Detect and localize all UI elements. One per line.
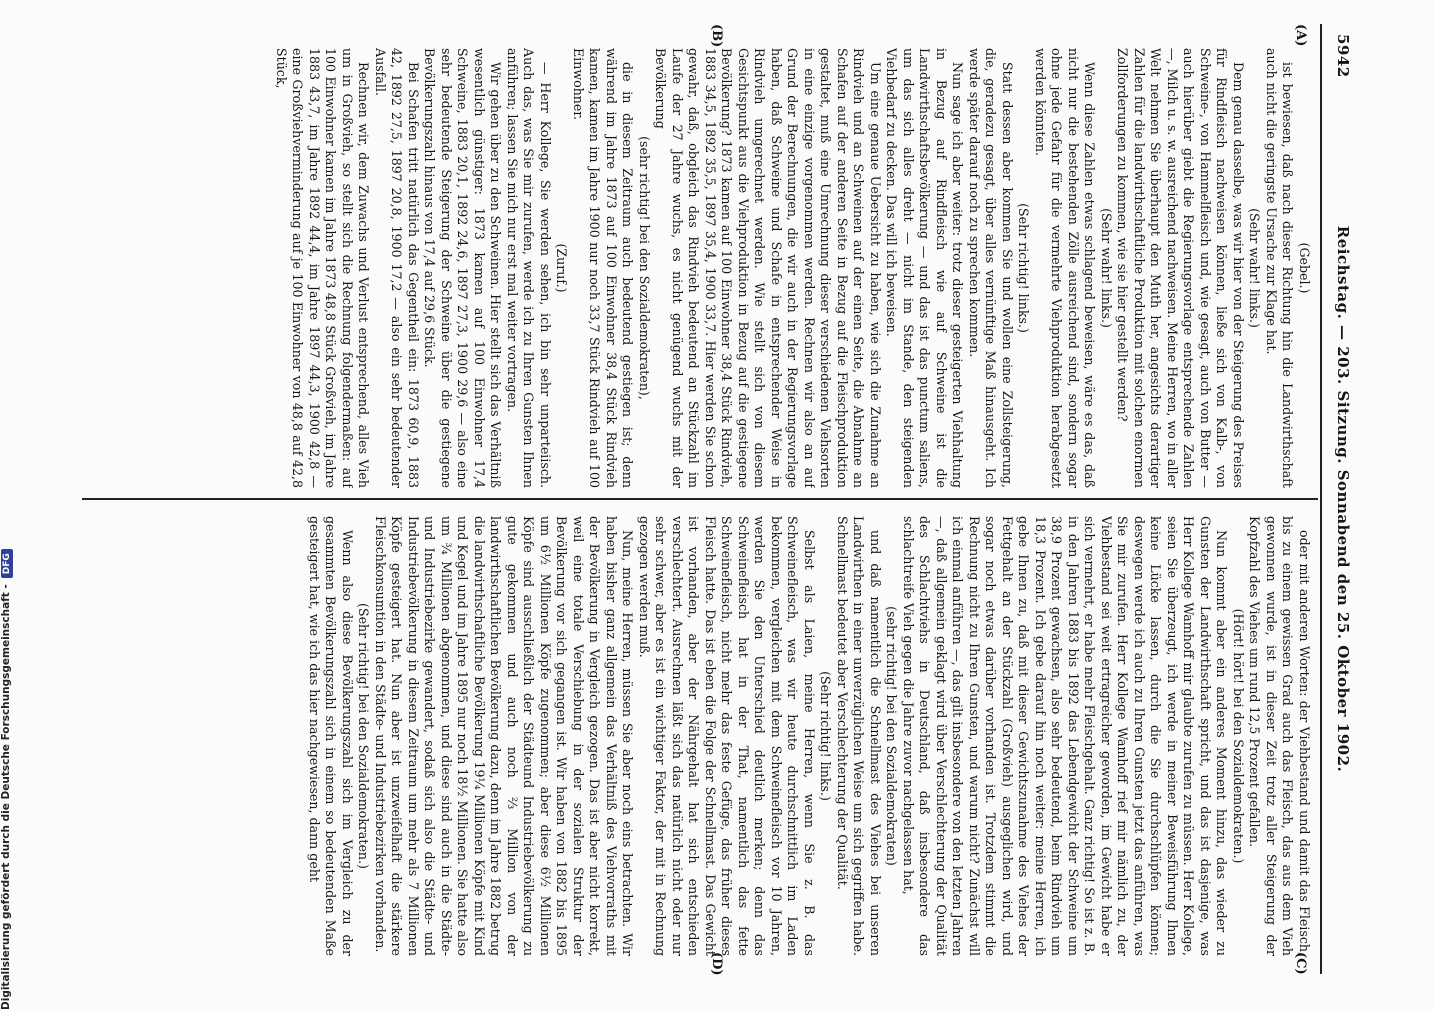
paragraph: Um eine genaue Uebersicht zu haben, wie sich die Zunahme an Rindvieh und an Schweinen auf der einen Seite, die Abnahme an Schafen auf der anderen Seite in Bezug auf die Fleischproduktion gestaltet, muß eine Umrechnung dieser verschiedenen Viehsorten in eine einzige vorgenommen werden. Rechnen wir also an auf Grund der Berechnungen, die wir auch in der Regierungsvorlage haben, daß Schweine und Schafe in entsprechender Weise in Rindvieh umgerechnet werden. Wie stellt sich von diesem Gesichtspunkt aus die Viehproduktion in Bezug auf die gestiegene Bevölkerung? 1873 kamen auf 100 Einwohner 38,4 Stück Rindvieh, 1883 34,5, 1892 35,5, 1897 35,4, 1900 33,7. Hier werden Sie schon gewahr, daß, obgleich das Rindvieh bedeutend an Stückzahl im Laufe der 27 Jahre wuchs, es nicht genügend wuchs mit der Bevölkerung <box>653 48 883 488</box>
paragraph: Nun sage ich aber weiter: trotz dieser gesteigerten Viehhaltung in Bezug auf Rindfleisch wie auf Schweine ist die Landwirthschaftsbevölkerung — und das ist das punctum saliens, um das sich alles dreht — nicht im Stande, den steigenden Viehbedarf zu decken. Das will ich beweisen. <box>884 48 966 488</box>
left-column <box>87 48 1312 488</box>
paragraph: oder mit anderen Worten: der Viehbestand und damit das Fleisch, bis zu einem gewissen Grad auch das Fleisch, das aus dem Vieh gewonnen wurde, ist in dieser Zeit trotz aller Steigerung der Kopfzahl des Viehes um rund 12,5 Prozent gefallen. <box>1247 516 1312 956</box>
page-number: 5942 <box>1334 34 1352 78</box>
interjection: (Sehr wahr! links.) <box>1247 208 1263 328</box>
paragraph: — Herr Kollege, Sie werden sehen, ich bin sehr unparteiisch. Auch das, was Sie mir zurufen, werde ich zu Ihren Gunsten Ihnen anführen; lassen Sie mich nur erst mal weiter vortragen. <box>505 48 553 488</box>
interjection: (Sehr richtig! bei den Sozialdemokraten.) <box>356 603 372 869</box>
interjection: (Zuruf.) <box>554 243 570 293</box>
footer-credit <box>0 10 18 1010</box>
column-divider <box>82 498 1318 500</box>
paragraph: Wenn also diese Bevölkerungszahl sich im Vergleich zu der gesammten Bevölkerungszahl sich in einem so bedeutenden Maße gesteigert hat, wie ich das hier nachgewiesen, dann geht <box>307 516 355 956</box>
margin-marker-c: (C) <box>1293 952 1308 975</box>
page-title: Reichstag. — 203. Sitzung. Sonnabend den 25. Oktober 1902. <box>1334 225 1352 773</box>
header-rule <box>1320 24 1322 974</box>
margin-marker-d: (D) <box>709 952 724 976</box>
margin-marker-b: (B) <box>709 24 724 48</box>
paragraph: Dem genau dasselbe, was wir hier von der Steigerung des Preises für Rindfleisch nachweisen können, ließe sich von Kalb-, von Schweine-, von Hammelfleisch und, wie gesagt, auch von Butter — auch hierüber giebt die Regierungsvorlage entsprechende Zahlen —, Milch u. s. w. ausreichend nachweisen. Meine Herren, wo in aller Welt nehmen Sie überhaupt den Muth her, angesichts derartiger Zahlen für die landwirthschaftliche Produktion mit solchen enormen Zollforderungen zu kommen, wie sie hier gestellt werden? <box>1115 48 1246 488</box>
paragraph: und daß namentlich die Schnellmast des Viehes bei unseren Landwirthen in einer unverzüglichen Weise um sich gegriffen habe. Schnellmast bedeutet aber Verschlechterung der Qualität. <box>835 516 883 956</box>
paragraph: Nun kommt aber ein anderes Moment hinzu, das wieder zu Gunsten der Landwirthschaft spricht, und das ist dasjenige, was Herr Kollege Wamhoff mir glaubte zurufen zu müssen. Herr Kollege, seien Sie überzeugt, ich werde in meiner Beweisführung Ihnen keine Lücke lassen, durch die Sie durchschlüpfen können; deswegen werde ich auch zu Ihren Gunsten jetzt das anführen, was Sie mir zurufen. Herr Kollege Wamhoff rief mir nämlich zu, der Viehbestand sei weit ertragreicher geworden, im Gewicht habe er sich vermehrt, er habe mehr Fleischgehalt. Ganz richtig! So ist z. B. in den Jahren 1883 bis 1892 das Lebendgewicht der Schweine um 38,9 Prozent gewachsen, also sehr bedeutend, beim Rindvieh um 18,3 Prozent. Ich gebe darauf hin noch weiter: meine Herren, ich gebe Ihnen zu, daß mit dieser Gewichtszunahme des Viehes der Fettgehalt an der Stückzahl (Großvieh) ausgeglichen wird, und sogar noch etwas darüber vorhanden ist. Trotzdem stimmt die Rechnung nicht zu Ihren Gunsten, und warum nicht? Zunächst will ich einmal anführen —, das gilt insbesondere von den letzten Jahren —, daß allgemein geklagt wird über Verschlechterung der Qualität des Schlachtviehs in Deutschland, daß insbesondere das schlachtreife Vieh gegen die Jahre zuvor nachgelassen hat, <box>901 516 1230 956</box>
speaker-name: (Gebel.) <box>1297 242 1312 294</box>
paragraph: ist bewiesen, daß nach dieser Richtung hin die Landwirthschaft auch nicht die geringste Ursache zur Klage hat. <box>1264 48 1296 488</box>
paragraph: die in diesem Zeitraum auch bedeutend gestiegen ist; denn während im Jahre 1873 auf 100 Einwohner 38,4 Stück Rindvieh kamen, kamen im Jahre 1900 nur noch 33,7 Stück Rindvieh auf 100 Einwohner. <box>571 48 636 488</box>
paragraph: Statt dessen aber kommen Sie und wollen eine Zollsteigerung, die, geradezu gesagt, über alles vernünftige Maß hinausgeht. Ich werde später darauf noch zu sprechen kommen. <box>967 48 1015 488</box>
document-page <box>70 24 1360 974</box>
interjection: (Sehr richtig! links.) <box>818 671 834 801</box>
paragraph: Wir gehen über zu den Schweinen. Hier stellt sich das Verhältniß wesentlich günstiger: 1873 kamen auf 100 Einwohner 17,4 Schweine, 1883 20,1, 1892 24,6, 1897 27,3, 1900 29,6 — also eine sehr bedeutende Steigerung der Schweine über die gestiegene Bevölkerungszahl hinaus von 17,4 auf 29,6 Stück. <box>422 48 504 488</box>
interjection: (sehr richtig! bei den Sozialdemokraten), <box>637 136 652 400</box>
footer-text: Digitalisierung gefördert durch die Deutsche Forschungsgemeinschaft - <box>0 584 12 1010</box>
page-header <box>1326 34 1360 964</box>
dfg-logo: DFG <box>1 549 13 578</box>
paragraph: Rechnen wir, dem Zuwachs und Verlust entsprechend, alles Vieh um in Großvieh, so stellt sich die Rechnung folgendermaßen: auf 100 Einwohner kamen im Jahre 1873 48,8 Stück Großvieh, im Jahre 1883 43,7, im Jahre 1892 44,4, im Jahre 1897 44,3, 1900 42,8 — eine Großviehverminderung auf je 100 Einwohner von 48,8 auf 42,8 Stück, <box>274 48 372 488</box>
right-column <box>87 516 1312 956</box>
margin-marker-a: (A) <box>1293 24 1308 47</box>
paragraph: Nun, meine Herren, müssen Sie aber noch eins betrachten. Wir haben bisher ganz allgemein das Verhältniß des Viehvorraths mit der Bevölkerung in Vergleich gezogen. Das ist aber nicht korrekt, weil eine totale Verschiebung in der sozialen Struktur der Bevölkerung vor sich gegangen ist. Wir haben von 1882 bis 1895 um 6½ Millionen Köpfe zugenommen; aber diese 6½ Millionen Köpfe sind ausschließlich der Städteund Industriebevölkerung zu gute gekommen und auch noch ⅔ Million von der landwirthschaftlichen Bevölkerung dazu, denn im Jahre 1882 betrug die landwirthschaftliche Bevölkerung 19¼ Millionen Köpfe mit Kind und Kegel und im Jahre 1895 nur noch 18½ Millionen. Sie hatte also um ¾ Millionen abgenommen, und diese sind auch in die Städte- und Industriebezirke gewandert, sodaß sich also die Städte- und Industriebevölkerung in diesem Zeitraum um mehr als 7 Millionen Köpfe gesteigert hat. Nun aber ist unzweifelhaft die stärkere Fleischkonsumtion in den Städte- und Industriebezirken vorhanden. <box>373 516 636 956</box>
interjection: (Sehr richtig! links.) <box>1016 203 1032 333</box>
paragraph: Bei Schafen tritt natürlich das Gegentheil ein: 1873 60,9, 1883 42, 1892 27,5, 1897 20,8, 1900 17,2 — also ein sehr bedeutender Ausfall. <box>373 48 421 488</box>
paragraph: Wenn diese Zahlen etwas schlagend beweisen, wäre es das, daß nicht nur die bestehenden Zölle ausreichend sind, sondern sogar ohne jede Gefahr für die vermehrte Viehproduktion herabgesetzt werden könnten. <box>1033 48 1098 488</box>
interjection: (Hört! hört! bei den Sozialdemokraten.) <box>1231 608 1246 864</box>
interjection: (Sehr wahr! links.) <box>1099 208 1114 328</box>
interjection: (sehr richtig! bei den Sozialdemokraten) <box>884 606 900 866</box>
paragraph: Selbst als Laien, meine Herren, wenn Sie z. B. das Schweinefleisch, was wir heute durchschnittlich im Laden bekommen, vergleichen mit dem Schweinefleisch vor 10 Jahren, werden Sie den Unterschied deutlich merken; denn das Schweinefleisch hat in der That, namentlich das fette Schweinefleisch, nicht mehr das feste Gefüge, das früher dieses Fleisch hatte. Das ist eben die Folge der Schnellmast. Das Gewicht ist vorhanden, aber der Nährgehalt hat sich entschieden verschlechtert. Ausrechnen läßt sich das natürlich nicht oder nur sehr schwer, aber es ist ein wichtiger Faktor, der mit in Rechnung gezogen werden muß. <box>637 516 817 956</box>
